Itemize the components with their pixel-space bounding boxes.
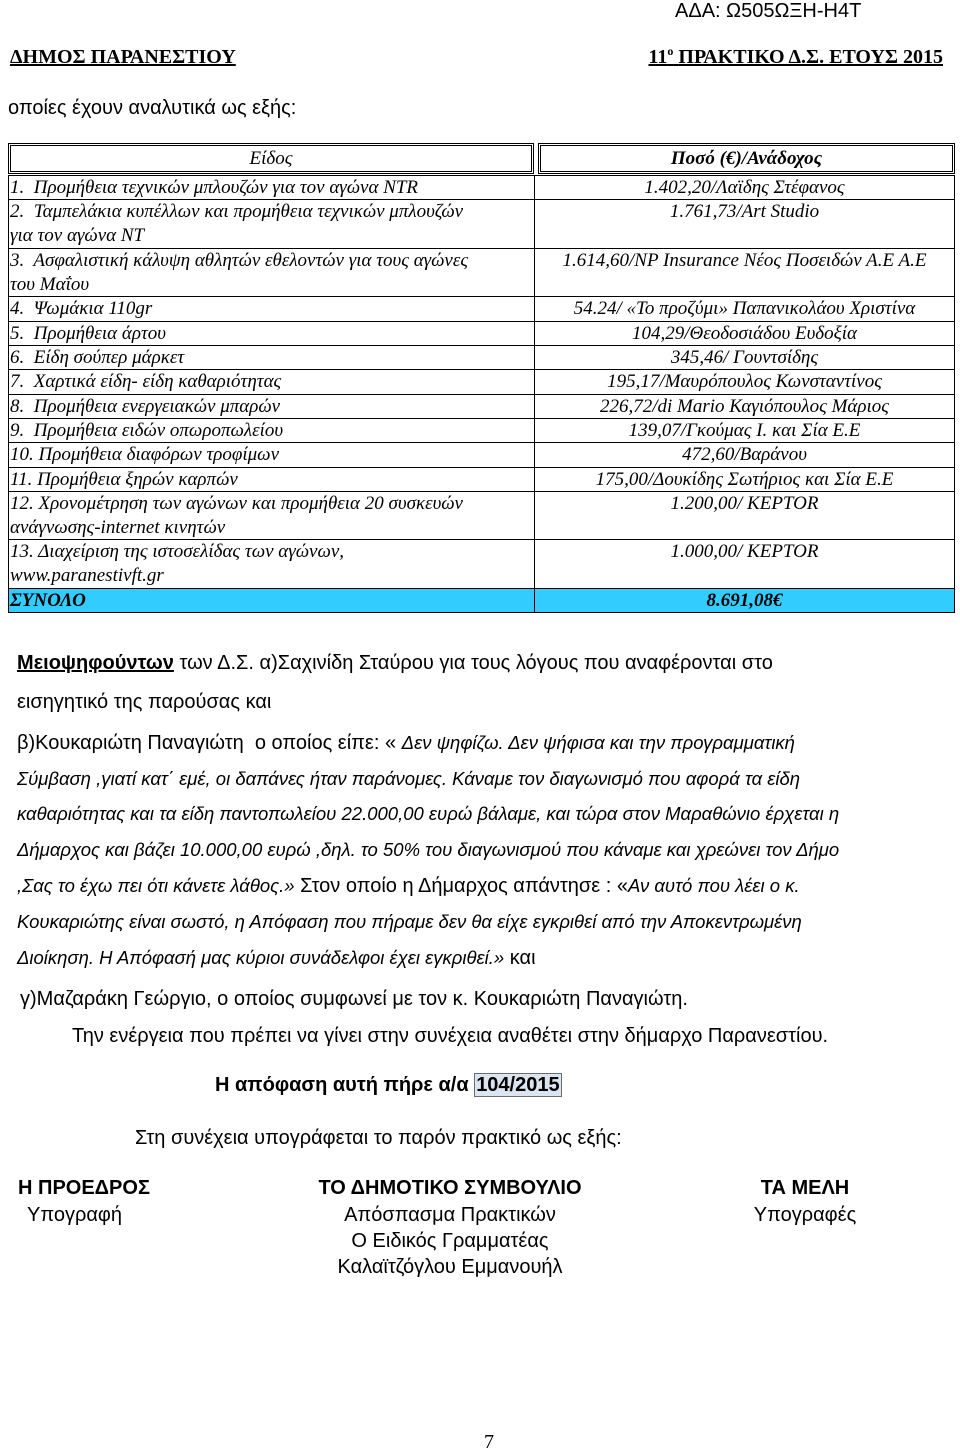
table-row xyxy=(9,443,954,467)
item-line: 8. Προμήθεια ενεργειακών μπαρών xyxy=(10,395,281,417)
amount-cell: 104,29/Θεοδοσιάδου Ευδοξία xyxy=(631,322,858,344)
amount-cell: 1.000,00/ KEPTOR xyxy=(670,541,819,563)
table-row xyxy=(9,419,954,443)
council-secretary-name: Καλαϊτζόγλου Εμμανουήλ xyxy=(337,1256,563,1278)
item-line: για τον αγώνα NT xyxy=(10,225,145,247)
minutes-title: ΠΡΑΚΤΙΚΟ Δ.Σ. ΕΤΟΥΣ 2015 xyxy=(678,46,943,68)
amount-cell: 1.614,60/NP Insurance Νέος Ποσειδών Α.Ε Α.Ε xyxy=(562,249,927,271)
municipality-name: ΔΗΜΟΣ ΠΑΡΑΝΕΣΤΙΟΥ xyxy=(10,46,236,68)
item-cell xyxy=(9,370,535,393)
decision-label: Η απόφαση αυτή πήρε α/α xyxy=(215,1074,469,1096)
table-row xyxy=(9,176,954,200)
table-row xyxy=(9,200,954,249)
page-number: 7 xyxy=(484,1431,494,1453)
item-line: 5. Προμήθεια άρτου xyxy=(10,322,166,344)
amount-cell: 1.402,20/Λαϊδης Στέφανος xyxy=(644,177,845,198)
council-line: Ο Ειδικός Γραμματέας xyxy=(351,1230,549,1252)
quote-text: ,Σας το έχω πει ότι κάνετε λάθος.» xyxy=(17,875,295,896)
members-title: ΤΑ ΜΕΛΗ xyxy=(760,1177,850,1199)
table-row xyxy=(9,346,954,370)
table-row xyxy=(9,370,954,394)
table-row xyxy=(9,249,954,298)
minutes-number: 11 xyxy=(648,46,668,68)
decision-line xyxy=(215,1073,562,1097)
quote-line: καθαριότητας και τα είδη παντοπωλείου 22.000,00 ευρώ βάλαμε, και τώρα στον Μαραθώνιο έρχεται η xyxy=(17,803,840,824)
item-cell xyxy=(9,176,535,199)
item-cell xyxy=(9,468,535,491)
ada-code: ΑΔΑ: Ω505ΩΞΗ-Η4Τ xyxy=(675,0,862,22)
total-label: ΣΥΝΟΛΟ xyxy=(9,589,535,612)
minority-line-3 xyxy=(17,731,795,755)
minority-text: των Δ.Σ. α)Σαχινίδη Σταύρου για τους λόγους που αναφέρονται στο xyxy=(179,652,773,674)
item-cell xyxy=(9,322,535,345)
item-cell xyxy=(9,540,535,588)
minutes-ordinal: ο xyxy=(667,44,674,58)
amount-cell: 139,07/Γκούμας Ι. και Σία Ε.Ε xyxy=(628,419,861,441)
quote-line: Σύμβαση ,γιατί κατ΄ εμέ, οι δαπάνες ήταν παράνομες. Κάναμε τον διαγωνισμό που αφορά τα είδη xyxy=(17,768,801,789)
minority-text: β)Κουκαριώτη Παναγιώτη ο οποίος είπε: « xyxy=(17,732,397,754)
president-title: Η ΠΡΟΕΔΡΟΣ xyxy=(18,1177,150,1199)
amount-cell: 195,17/Μαυρόπουλος Κωνσταντίνος xyxy=(607,371,882,393)
column-header-amount: Ποσό (€)/Ανάδοχος xyxy=(538,143,955,174)
table-row xyxy=(9,297,954,321)
item-cell xyxy=(9,419,535,442)
president-signature: Υπογραφή xyxy=(27,1204,123,1226)
minutes-heading xyxy=(648,45,943,69)
item-cell xyxy=(9,200,535,248)
item-line: 9. Προμήθεια ειδών οπωροπωλείου xyxy=(10,419,284,441)
table-row xyxy=(9,492,954,541)
signing-intro: Στη συνέχεια υπογράφεται το παρόν πρακτικό ως εξής: xyxy=(135,1127,622,1149)
assignment-text: Την ενέργεια που πρέπει να γίνει στην συνέχεια αναθέτει στην δήμαρχο Παρανεστίου. xyxy=(72,1025,829,1047)
reply-text: Αν αυτό που λέει ο κ. xyxy=(627,875,800,896)
decision-number: 104/2015 xyxy=(476,1074,560,1096)
amount-cell: 54.24/ «Το προζύμι» Παπανικολάου Χριστίνα xyxy=(573,298,916,320)
minority-text: και xyxy=(509,947,536,969)
amount-cell: 226,72/di Mario Καγιόπουλος Μάριος xyxy=(599,395,889,417)
minority-line-7 xyxy=(17,874,800,898)
item-line: 10. Προμήθεια διαφόρων τροφίμων xyxy=(10,444,280,466)
item-cell xyxy=(9,297,535,320)
minority-line-2: εισηγητικό της παρούσας και xyxy=(17,691,272,713)
item-line: του Μαΐου xyxy=(10,273,90,295)
council-title: ΤΟ ΔΗΜΟΤΙΚΟ ΣΥΜΒΟΥΛΙΟ xyxy=(318,1177,582,1199)
item-cell xyxy=(9,346,535,369)
reply-text: Διοίκηση. Η Απόφασή μας κύριοι συνάδελφοι έχει εγκριθεί.» xyxy=(17,947,505,968)
item-line: 1. Προμήθεια τεχνικών μπλουζών για τον αγώνα NTR xyxy=(10,177,419,198)
item-line: ανάγνωσης-internet κινητών xyxy=(10,516,226,538)
minority-heading: Μειοψηφούντων xyxy=(17,652,174,674)
members-signature: Υπογραφές xyxy=(753,1204,857,1226)
minority-line-1 xyxy=(17,651,773,675)
amount-cell: 1.761,73/Art Studio xyxy=(669,201,820,223)
minority-text: Στον οποίο η Δήμαρχος απάντησε : « xyxy=(300,875,628,897)
council-line: Απόσπασμα Πρακτικών xyxy=(344,1204,556,1226)
item-line: 13. Διαχείριση της ιστοσελίδας των αγώνων, xyxy=(10,541,345,563)
intro-text: οποίες έχουν αναλυτικά ως εξής: xyxy=(8,97,297,119)
minority-line-9 xyxy=(17,946,536,970)
amount-cell: 175,00/Δουκίδης Σωτήριος και Σία Ε.Ε xyxy=(595,468,894,490)
item-line: 3. Ασφαλιστική κάλυψη αθλητών εθελοντών για τους αγώνες xyxy=(10,249,469,271)
expenses-table xyxy=(8,175,955,613)
item-line: 7. Χαρτικά είδη- είδη καθαριότητας xyxy=(10,371,282,393)
item-cell xyxy=(9,443,535,466)
quote-text: Δεν ψηφίζω. Δεν ψήφισα και την προγραμματική xyxy=(401,732,795,753)
table-row xyxy=(9,468,954,492)
total-row xyxy=(9,589,954,613)
item-line: 2. Ταμπελάκια κυπέλλων και προμήθεια τεχνικών μπλουζών xyxy=(10,201,464,223)
minority-line-10: γ)Μαζαράκη Γεώργιο, ο οποίος συμφωνεί με τον κ. Κουκαριώτη Παναγιώτη. xyxy=(20,988,688,1010)
table-row xyxy=(9,540,954,589)
item-line: 6. Είδη σούπερ μάρκετ xyxy=(10,347,185,369)
column-header-item: Είδος xyxy=(8,143,534,174)
table-header xyxy=(8,143,955,174)
reply-line: Κουκαριώτης είναι σωστό, η Απόφαση που πήραμε δεν θα είχε εγκριθεί από την Αποκεντρωμένη xyxy=(17,911,802,932)
table-row xyxy=(9,322,954,346)
item-cell xyxy=(9,249,535,297)
item-line: www.paranestivft.gr xyxy=(10,565,164,587)
item-cell xyxy=(9,492,535,540)
amount-cell: 345,46/ Γουντσίδης xyxy=(670,347,819,369)
table-row xyxy=(9,395,954,419)
quote-line: Δήμαρχος και βάζει 10.000,00 ευρώ ,δηλ. το 50% του διαγωνισμού που κάναμε και χρεώνει τον Δήμο xyxy=(17,839,840,860)
item-line: 12. Χρονομέτρηση των αγώνων και προμήθεια 20 συσκευών xyxy=(10,492,463,514)
item-line: 4. Ψωμάκια 110gr xyxy=(10,298,153,320)
amount-cell: 472,60/Βαράνου xyxy=(682,444,807,466)
item-cell xyxy=(9,395,535,418)
total-amount: 8.691,08€ xyxy=(706,590,783,612)
amount-cell: 1.200,00/ KEPTOR xyxy=(670,492,819,514)
item-line: 11. Προμήθεια ξηρών καρπών xyxy=(10,468,238,490)
